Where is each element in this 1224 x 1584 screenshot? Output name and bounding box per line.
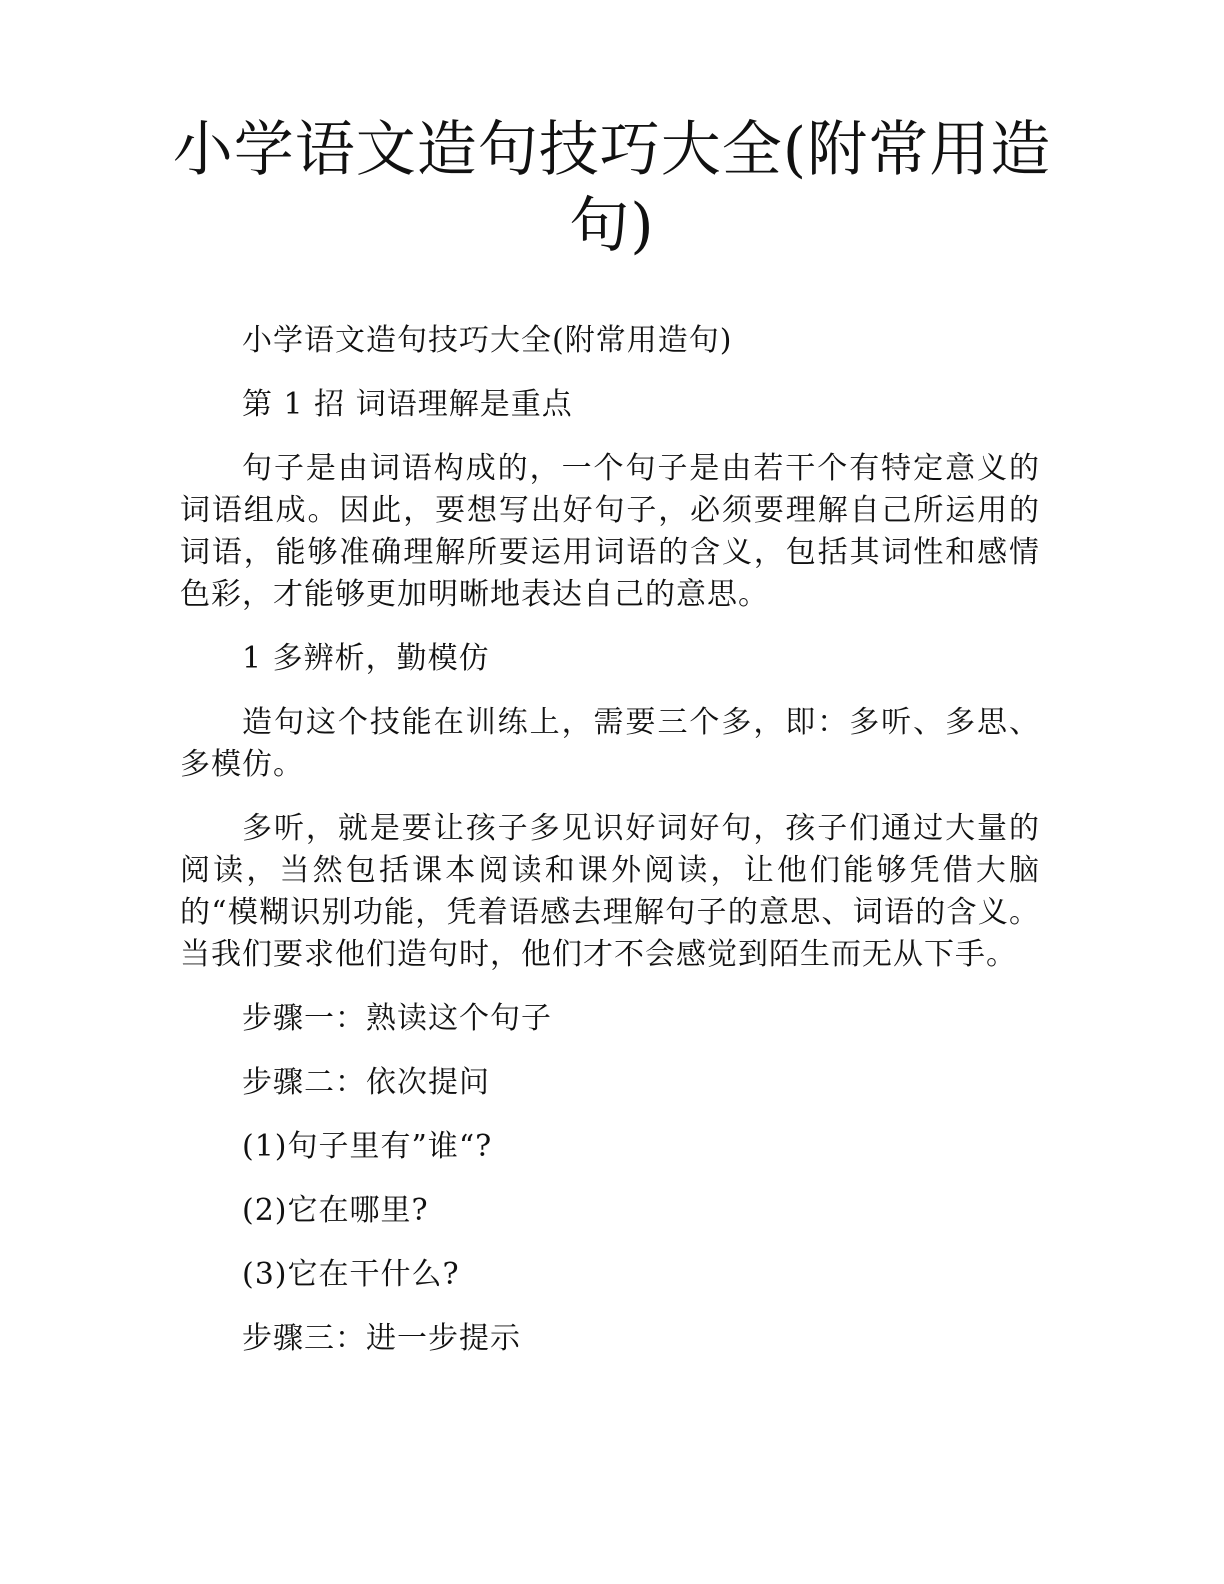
paragraph-step-two: 步骤二：依次提问 [242, 1065, 490, 1100]
paragraph-tip-heading: 1 多辨析，勤模仿 [242, 641, 490, 676]
document-title: 小学语文造句技巧大全(附常用造句) [172, 115, 1052, 261]
paragraph-question-2: (2)它在哪里? [242, 1193, 429, 1228]
paragraph-listen-more: 多听，就是要让孩子多见识好词好句，孩子们通过大量的阅读，当然包括课本阅读和课外阅读，让他们能够凭借大脑的“模糊识别功能，凭着语感去理解句子的意思、词语的含义。当我们要求他们造句时，他们才不会感觉到陌生而无从下手。 [180, 811, 1040, 972]
paragraph-question-3: (3)它在干什么? [242, 1257, 460, 1292]
paragraph-step-three: 步骤三：进一步提示 [242, 1321, 521, 1356]
paragraph-step-one: 步骤一：熟读这个句子 [242, 1001, 552, 1036]
paragraph-section-heading: 第 1 招 词语理解是重点 [242, 387, 573, 422]
document-body [180, 320, 1040, 1382]
paragraph-intro: 句子是由词语构成的，一个句子是由若干个有特定意义的词语组成。因此，要想写出好句子，必须要理解自己所运用的词语，能够准确理解所要运用词语的含义，包括其词性和感情色彩，才能够更加明晰地表达自己的意思。 [180, 451, 1040, 612]
paragraph-three-more: 造句这个技能在训练上，需要三个多，即：多听、多思、多模仿。 [180, 705, 1040, 782]
paragraph-subtitle: 小学语文造句技巧大全(附常用造句) [242, 323, 733, 358]
paragraph-question-1: (1)句子里有”谁“? [242, 1129, 493, 1164]
